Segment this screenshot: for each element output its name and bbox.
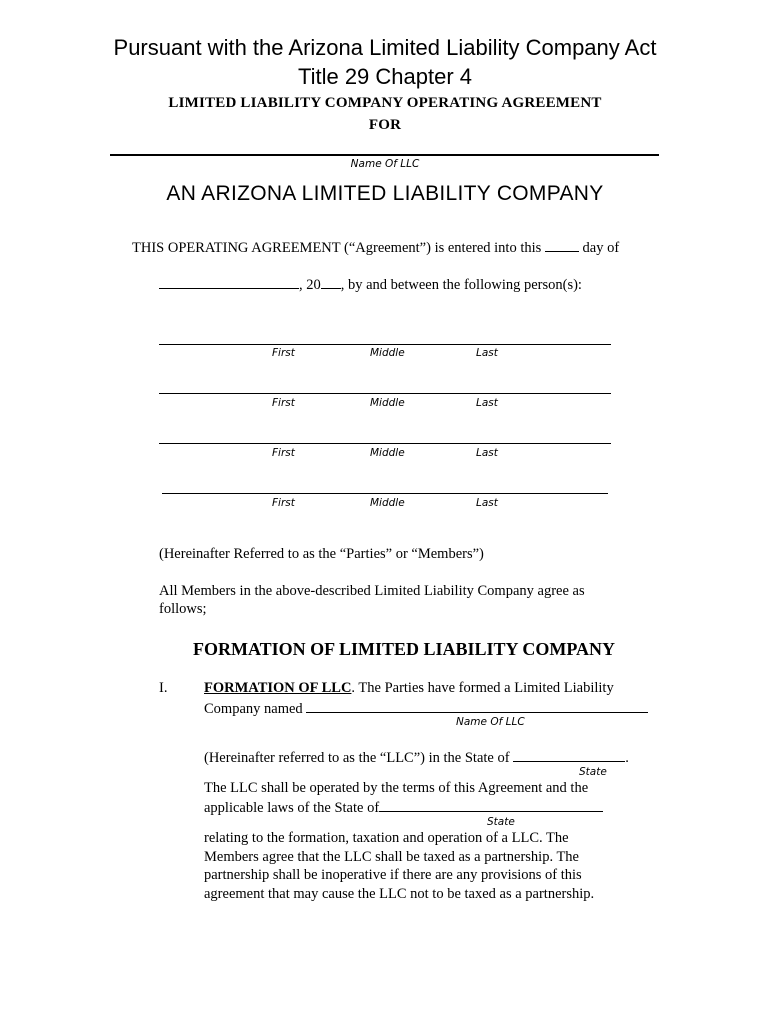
relating-line-4: agreement that may cause the LLC not to be taxed as a partnership. — [204, 886, 595, 902]
person-name-line[interactable] — [159, 344, 611, 345]
agreement-for: FOR — [368, 117, 402, 133]
last-caption: Last — [476, 397, 498, 409]
header-act-title: Pursuant with the Arizona Limited Liability Company Act — [113, 35, 657, 60]
first-caption: First — [272, 397, 295, 409]
person-name-line[interactable] — [159, 443, 611, 444]
llc-state-line — [204, 748, 629, 767]
company-named-text: Company named — [204, 701, 303, 717]
intro-text: THIS OPERATING AGREEMENT (“Agreement”) is entered into this — [132, 240, 542, 256]
operated-line-1: The LLC shall be operated by the terms of this Agreement and the — [204, 780, 589, 796]
day-blank[interactable] — [545, 238, 579, 252]
members-line-2: follows; — [159, 601, 207, 617]
relating-line-2: Members agree that the LLC shall be taxed as a partnership. The — [204, 849, 579, 865]
llc-name-caption: Name Of LLC — [350, 158, 420, 170]
section-title: FORMATION OF LIMITED LIABILITY COMPANY — [193, 639, 616, 659]
middle-caption: Middle — [370, 397, 405, 409]
intro-line-2 — [159, 275, 582, 294]
relating-line-3: partnership shall be inoperative if there are any provisions of this — [204, 867, 582, 883]
first-caption: First — [272, 447, 295, 459]
first-caption: First — [272, 497, 295, 509]
llc-text: (Hereinafter referred to as the “LLC”) in the State of — [204, 750, 510, 766]
year-blank[interactable] — [321, 275, 341, 289]
middle-caption: Middle — [370, 447, 405, 459]
governing-state-blank[interactable] — [379, 798, 603, 812]
intro-line-1 — [132, 238, 619, 257]
year-prefix: , 20 — [299, 277, 321, 293]
day-of-text: day of — [582, 240, 620, 256]
person-name-line[interactable] — [159, 393, 611, 394]
company-type-title: AN ARIZONA LIMITED LIABILITY COMPANY — [166, 182, 604, 205]
middle-caption: Middle — [370, 347, 405, 359]
first-caption: First — [272, 347, 295, 359]
month-blank[interactable] — [159, 275, 299, 289]
middle-caption: Middle — [370, 497, 405, 509]
operated-text: applicable laws of the State of — [204, 800, 380, 816]
company-name-blank[interactable] — [306, 699, 648, 713]
last-caption: Last — [476, 497, 498, 509]
members-line-1: All Members in the above-described Limited Liability Company agree as — [159, 583, 585, 599]
article-line-1 — [204, 680, 614, 697]
company-name-caption: Name Of LLC — [456, 716, 525, 728]
header-chapter: Title 29 Chapter 4 — [297, 64, 473, 89]
article-number: I. — [159, 680, 168, 696]
article-text-1: . The Parties have formed a Limited Liability — [351, 680, 614, 696]
parties-text: (Hereinafter Referred to as the “Parties” or “Members”) — [159, 546, 484, 562]
relating-line-1: relating to the formation, taxation and operation of a LLC. The — [204, 830, 569, 846]
last-caption: Last — [476, 347, 498, 359]
intro-line-2-end: , by and between the following person(s): — [340, 277, 582, 293]
llc-name-line[interactable] — [110, 154, 659, 156]
person-name-line[interactable] — [162, 493, 608, 494]
last-caption: Last — [476, 447, 498, 459]
agreement-title: LIMITED LIABILITY COMPANY OPERATING AGREEMENT — [168, 95, 602, 111]
article-line-2 — [204, 699, 648, 718]
operated-line-2 — [204, 798, 603, 817]
state-caption: State — [579, 766, 607, 778]
governing-state-caption: State — [487, 816, 515, 828]
state-blank[interactable] — [513, 748, 625, 762]
article-heading: FORMATION OF LLC — [204, 680, 352, 696]
llc-end: . — [625, 750, 629, 766]
